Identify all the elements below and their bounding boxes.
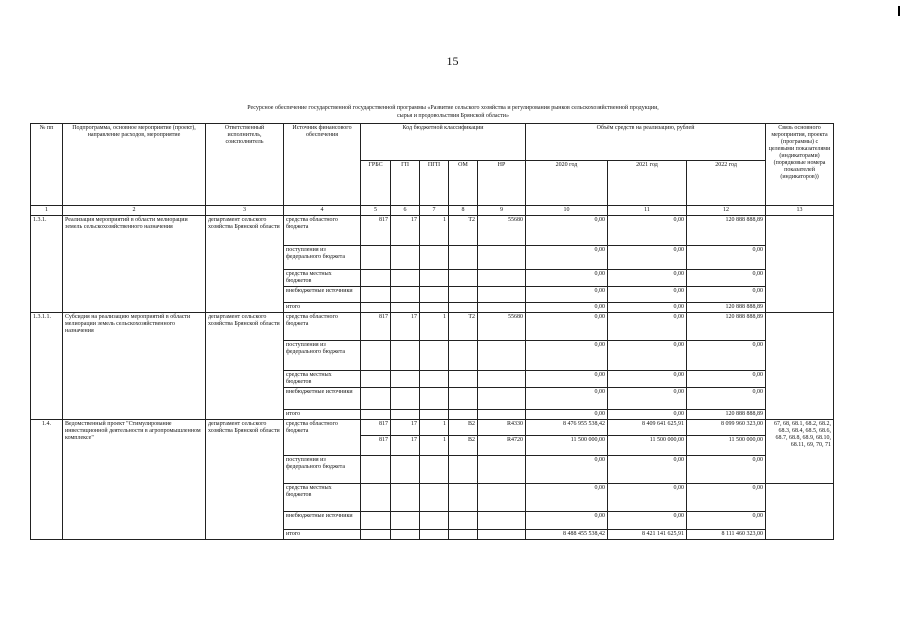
row-executor: департамент сельского хозяйства Брянской области: [206, 216, 284, 313]
row-num: 1.3.1.: [31, 216, 63, 313]
caption-line-1: Ресурсное обеспечение государственной государственной программы «Развитие сельского хозяйства и регулирования рынков сельскохозяйственной продукции,: [247, 105, 659, 111]
row-gp: [391, 388, 420, 410]
row-np: R4330: [478, 420, 526, 436]
row-num: 1.3.1.1.: [31, 313, 63, 420]
row-2022: 0,00: [687, 270, 766, 287]
row-source: поступления из федерального бюджета: [284, 246, 361, 270]
col-number: 10: [526, 206, 608, 216]
row-om: [449, 270, 478, 287]
row-2021: 11 500 000,00: [608, 436, 687, 456]
row-grbs: [361, 410, 391, 420]
row-2021: 8 421 141 625,91: [608, 530, 687, 540]
row-2020: 0,00: [526, 371, 608, 388]
row-2021: 0,00: [608, 371, 687, 388]
row-2020: 11 500 000,00: [526, 436, 608, 456]
row-np: [478, 303, 526, 313]
row-links: [766, 216, 834, 313]
row-source: поступления из федерального бюджета: [284, 341, 361, 371]
row-source: средства областного бюджета: [284, 313, 361, 341]
row-links-empty: [766, 484, 834, 540]
row-2021: 0,00: [608, 456, 687, 484]
row-2021: 0,00: [608, 246, 687, 270]
row-2022: 0,00: [687, 484, 766, 512]
row-2020: 0,00: [526, 512, 608, 530]
row-gp: 17: [391, 420, 420, 436]
row-num: 1.4.: [31, 420, 63, 540]
row-2022: 120 888 888,89: [687, 410, 766, 420]
row-np: [478, 484, 526, 512]
col-number: 11: [608, 206, 687, 216]
header-source: Источник финансового обеспечения: [284, 124, 361, 206]
column-number-row: [31, 206, 834, 216]
row-gp: [391, 410, 420, 420]
col-number: 12: [687, 206, 766, 216]
row-2020: 0,00: [526, 410, 608, 420]
row-2020: 0,00: [526, 303, 608, 313]
col-number: 7: [420, 206, 449, 216]
row-np: 55680: [478, 313, 526, 341]
row-np: [478, 270, 526, 287]
row-2022: 0,00: [687, 341, 766, 371]
row-om: В2: [449, 420, 478, 436]
row-title: Субсидия на реализацию мероприятий в области мелиорации земель сельскохозяйственного назначения: [63, 313, 206, 420]
row-gp: [391, 287, 420, 303]
row-np: 55680: [478, 216, 526, 246]
row-pgp: [420, 512, 449, 530]
row-gp: [391, 341, 420, 371]
row-2020: 0,00: [526, 216, 608, 246]
row-pgp: [420, 530, 449, 540]
row-2021: 0,00: [608, 270, 687, 287]
row-grbs: [361, 512, 391, 530]
row-om: [449, 287, 478, 303]
row-2021: 0,00: [608, 388, 687, 410]
row-2022: 120 888 888,89: [687, 303, 766, 313]
row-np: [478, 530, 526, 540]
row-2022: 0,00: [687, 512, 766, 530]
row-grbs: 817: [361, 216, 391, 246]
row-2020: 0,00: [526, 287, 608, 303]
row-om: [449, 388, 478, 410]
row-2021: 0,00: [608, 216, 687, 246]
col-number: 3: [206, 206, 284, 216]
row-np: [478, 371, 526, 388]
row-2022: 0,00: [687, 287, 766, 303]
row-om: В2: [449, 436, 478, 456]
row-pgp: [420, 410, 449, 420]
row-om: [449, 512, 478, 530]
row-2020: 0,00: [526, 246, 608, 270]
row-source: внебюджетные источники: [284, 287, 361, 303]
row-grbs: [361, 371, 391, 388]
row-gp: [391, 512, 420, 530]
col-number: 13: [766, 206, 834, 216]
table-row: [31, 216, 834, 246]
row-2020: 0,00: [526, 313, 608, 341]
row-links: [766, 313, 834, 420]
row-2022: 0,00: [687, 371, 766, 388]
row-np: [478, 341, 526, 371]
header-2021: 2021 год: [608, 161, 687, 206]
row-np: [478, 512, 526, 530]
row-2021: 0,00: [608, 484, 687, 512]
col-number: 4: [284, 206, 361, 216]
row-2021: 0,00: [608, 303, 687, 313]
row-om: [449, 484, 478, 512]
header-np: НР: [478, 161, 526, 206]
row-2021: 0,00: [608, 287, 687, 303]
row-om: [449, 246, 478, 270]
col-number: 5: [361, 206, 391, 216]
row-pgp: [420, 270, 449, 287]
row-grbs: [361, 246, 391, 270]
row-gp: [391, 530, 420, 540]
col-number: 1: [31, 206, 63, 216]
row-2020: 0,00: [526, 388, 608, 410]
row-pgp: 1: [420, 216, 449, 246]
row-grbs: [361, 341, 391, 371]
row-source: средства областного бюджета: [284, 420, 361, 456]
row-pgp: [420, 341, 449, 371]
row-gp: 17: [391, 436, 420, 456]
row-om: [449, 410, 478, 420]
table-row: [31, 420, 834, 436]
row-pgp: [420, 287, 449, 303]
header-num: № пп: [31, 124, 63, 206]
row-gp: 17: [391, 216, 420, 246]
row-pgp: [420, 456, 449, 484]
row-source: итого: [284, 303, 361, 313]
col-number: 6: [391, 206, 420, 216]
row-np: [478, 456, 526, 484]
header-budget-code: Код бюджетной классификации: [361, 124, 526, 161]
row-grbs: [361, 303, 391, 313]
row-grbs: [361, 456, 391, 484]
row-gp: [391, 303, 420, 313]
row-pgp: [420, 484, 449, 512]
header-2020: 2020 год: [526, 161, 608, 206]
row-source: итого: [284, 530, 361, 540]
row-om: [449, 341, 478, 371]
row-grbs: [361, 270, 391, 287]
row-np: R4720: [478, 436, 526, 456]
row-pgp: [420, 388, 449, 410]
row-source: внебюджетные источники: [284, 388, 361, 410]
row-2021: 0,00: [608, 410, 687, 420]
row-2022: 8 099 960 323,00: [687, 420, 766, 436]
row-om: Т2: [449, 313, 478, 341]
row-2022: 0,00: [687, 456, 766, 484]
caption-line-2: сырья и продовольствия Брянской области»: [397, 113, 509, 119]
header-gp: ГП: [391, 161, 420, 206]
row-pgp: 1: [420, 420, 449, 436]
col-number: 2: [63, 206, 206, 216]
row-2020: 0,00: [526, 484, 608, 512]
row-2022: 120 888 888,89: [687, 313, 766, 341]
row-om: [449, 530, 478, 540]
row-gp: [391, 456, 420, 484]
row-links: 67, 68, 68.1, 68.2, 68.2, 68.3, 68.4, 68.5, 68.6, 68.7, 68.8, 68.9, 68.10, 68.11, 69, 70, 71: [766, 420, 834, 484]
row-executor: департамент сельского хозяйства Брянской области: [206, 313, 284, 420]
row-2021: 0,00: [608, 341, 687, 371]
table-caption: [120, 104, 786, 120]
header-subprogram: Подпрограмма, основное мероприятие (проект), направление расходов, мероприятие: [63, 124, 206, 206]
row-2020: 0,00: [526, 341, 608, 371]
row-pgp: 1: [420, 436, 449, 456]
row-2022: 11 500 000,00: [687, 436, 766, 456]
row-source: средства местных бюджетов: [284, 270, 361, 287]
row-2021: 0,00: [608, 512, 687, 530]
row-2021: 0,00: [608, 313, 687, 341]
row-np: [478, 388, 526, 410]
row-2020: 8 476 955 538,42: [526, 420, 608, 436]
row-title: Реализация мероприятий в области мелиорации земель сельскохозяйственного назначения: [63, 216, 206, 313]
resource-table: [30, 123, 834, 540]
row-title: Ведомственный проект "Стимулирование инвестиционной деятельности в агропромышленном комплексе": [63, 420, 206, 540]
row-source: поступления из федерального бюджета: [284, 456, 361, 484]
row-2022: 0,00: [687, 388, 766, 410]
row-2021: 8 409 641 625,91: [608, 420, 687, 436]
row-executor: департамент сельского хозяйства Брянской области: [206, 420, 284, 540]
row-pgp: 1: [420, 313, 449, 341]
row-pgp: [420, 303, 449, 313]
col-number: 8: [449, 206, 478, 216]
row-np: [478, 410, 526, 420]
row-2020: 0,00: [526, 456, 608, 484]
row-2020: 0,00: [526, 270, 608, 287]
row-om: [449, 456, 478, 484]
page-number: 15: [446, 54, 459, 68]
row-gp: [391, 371, 420, 388]
row-pgp: [420, 371, 449, 388]
row-np: [478, 287, 526, 303]
edge-mark: [898, 6, 900, 16]
row-np: [478, 246, 526, 270]
row-gp: 17: [391, 313, 420, 341]
row-gp: [391, 484, 420, 512]
row-gp: [391, 270, 420, 287]
header-om: ОМ: [449, 161, 478, 206]
row-source: средства местных бюджетов: [284, 484, 361, 512]
row-source: итого: [284, 410, 361, 420]
row-2022: 120 888 888,89: [687, 216, 766, 246]
header-2022: 2022 год: [687, 161, 766, 206]
header-grbs: ГРБС: [361, 161, 391, 206]
row-grbs: [361, 388, 391, 410]
row-om: [449, 371, 478, 388]
table-row: [31, 313, 834, 341]
row-grbs: [361, 484, 391, 512]
row-2022: 8 111 460 323,00: [687, 530, 766, 540]
row-grbs: 817: [361, 436, 391, 456]
row-source: средства областного бюджета: [284, 216, 361, 246]
row-grbs: 817: [361, 420, 391, 436]
row-om: Т2: [449, 216, 478, 246]
row-pgp: [420, 246, 449, 270]
col-number: 9: [478, 206, 526, 216]
header-pgp: ПГП: [420, 161, 449, 206]
header-executor: Ответственный исполнитель, соисполнитель: [206, 124, 284, 206]
row-source: внебюджетные источники: [284, 512, 361, 530]
row-grbs: 817: [361, 313, 391, 341]
row-2020: 8 488 455 538,42: [526, 530, 608, 540]
row-gp: [391, 246, 420, 270]
row-grbs: [361, 530, 391, 540]
header-volume: Объём средств на реализацию, рублей: [526, 124, 766, 161]
row-2022: 0,00: [687, 246, 766, 270]
header-link: Связь основного мероприятия, проекта (программы) с целевыми показателями (индикаторами) (порядковые номера показателей (индикаторов)): [766, 124, 834, 206]
row-source: средства местных бюджетов: [284, 371, 361, 388]
row-grbs: [361, 287, 391, 303]
row-om: [449, 303, 478, 313]
